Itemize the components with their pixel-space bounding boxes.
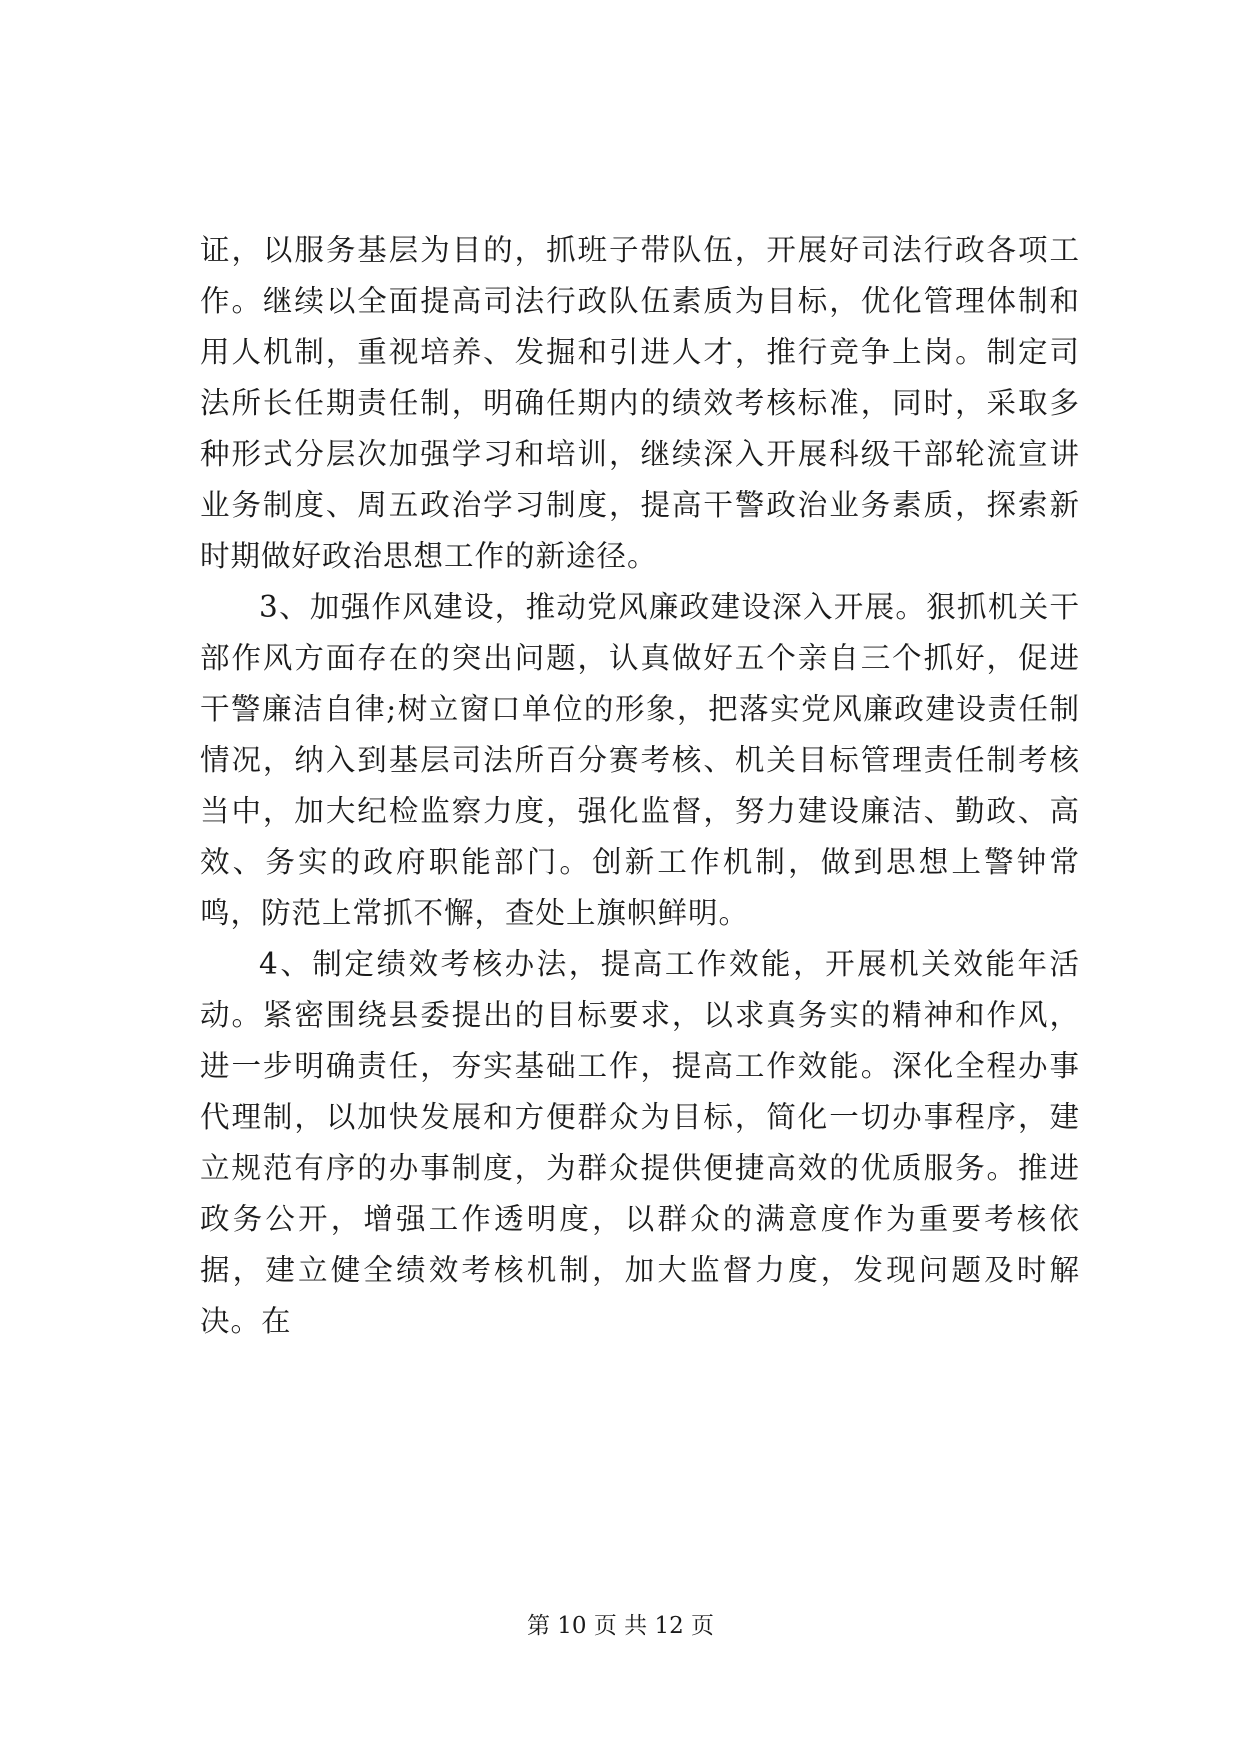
paragraph-2: 3、加强作风建设，推动党风廉政建设深入开展。狠抓机关干部作风方面存在的突出问题，认真做好五个亲自三个抓好，促进干警廉洁自律;树立窗口单位的形象，把落实党风廉政建设责任制情况，纳入到基层司法所百分赛考核、机关目标管理责任制考核当中，加大纪检监察力度，强化监督，努力建设廉洁、勤政、高效、务实的政府职能部门。创新工作机制，做到思想上警钟常鸣，防范上常抓不懈，查处上旗帜鲜明。 [200,590,1080,930]
body-text [200,225,1080,1347]
paragraph-1: 证，以服务基层为目的，抓班子带队伍，开展好司法行政各项工作。继续以全面提高司法行政队伍素质为目标，优化管理体制和用人机制，重视培养、发掘和引进人才，推行竞争上岗。制定司法所长任期责任制，明确任期内的绩效考核标准，同时，采取多种形式分层次加强学习和培训，继续深入开展科级干部轮流宣讲业务制度、周五政治学习制度，提高干警政治业务素质，探索新时期做好政治思想工作的新途径。 [200,233,1080,573]
page-number-footer: 第 10 页 共 12 页 [526,1613,715,1639]
paragraph-3: 4、制定绩效考核办法，提高工作效能，开展机关效能年活动。紧密围绕县委提出的目标要求，以求真务实的精神和作风，进一步明确责任，夯实基础工作，提高工作效能。深化全程办事代理制，以加快发展和方便群众为目标，简化一切办事程序，建立规范有序的办事制度，为群众提供便捷高效的优质服务。推进政务公开，增强工作透明度，以群众的满意度作为重要考核依据，建立健全绩效考核机制，加大监督力度，发现问题及时解决。在 [200,947,1080,1338]
